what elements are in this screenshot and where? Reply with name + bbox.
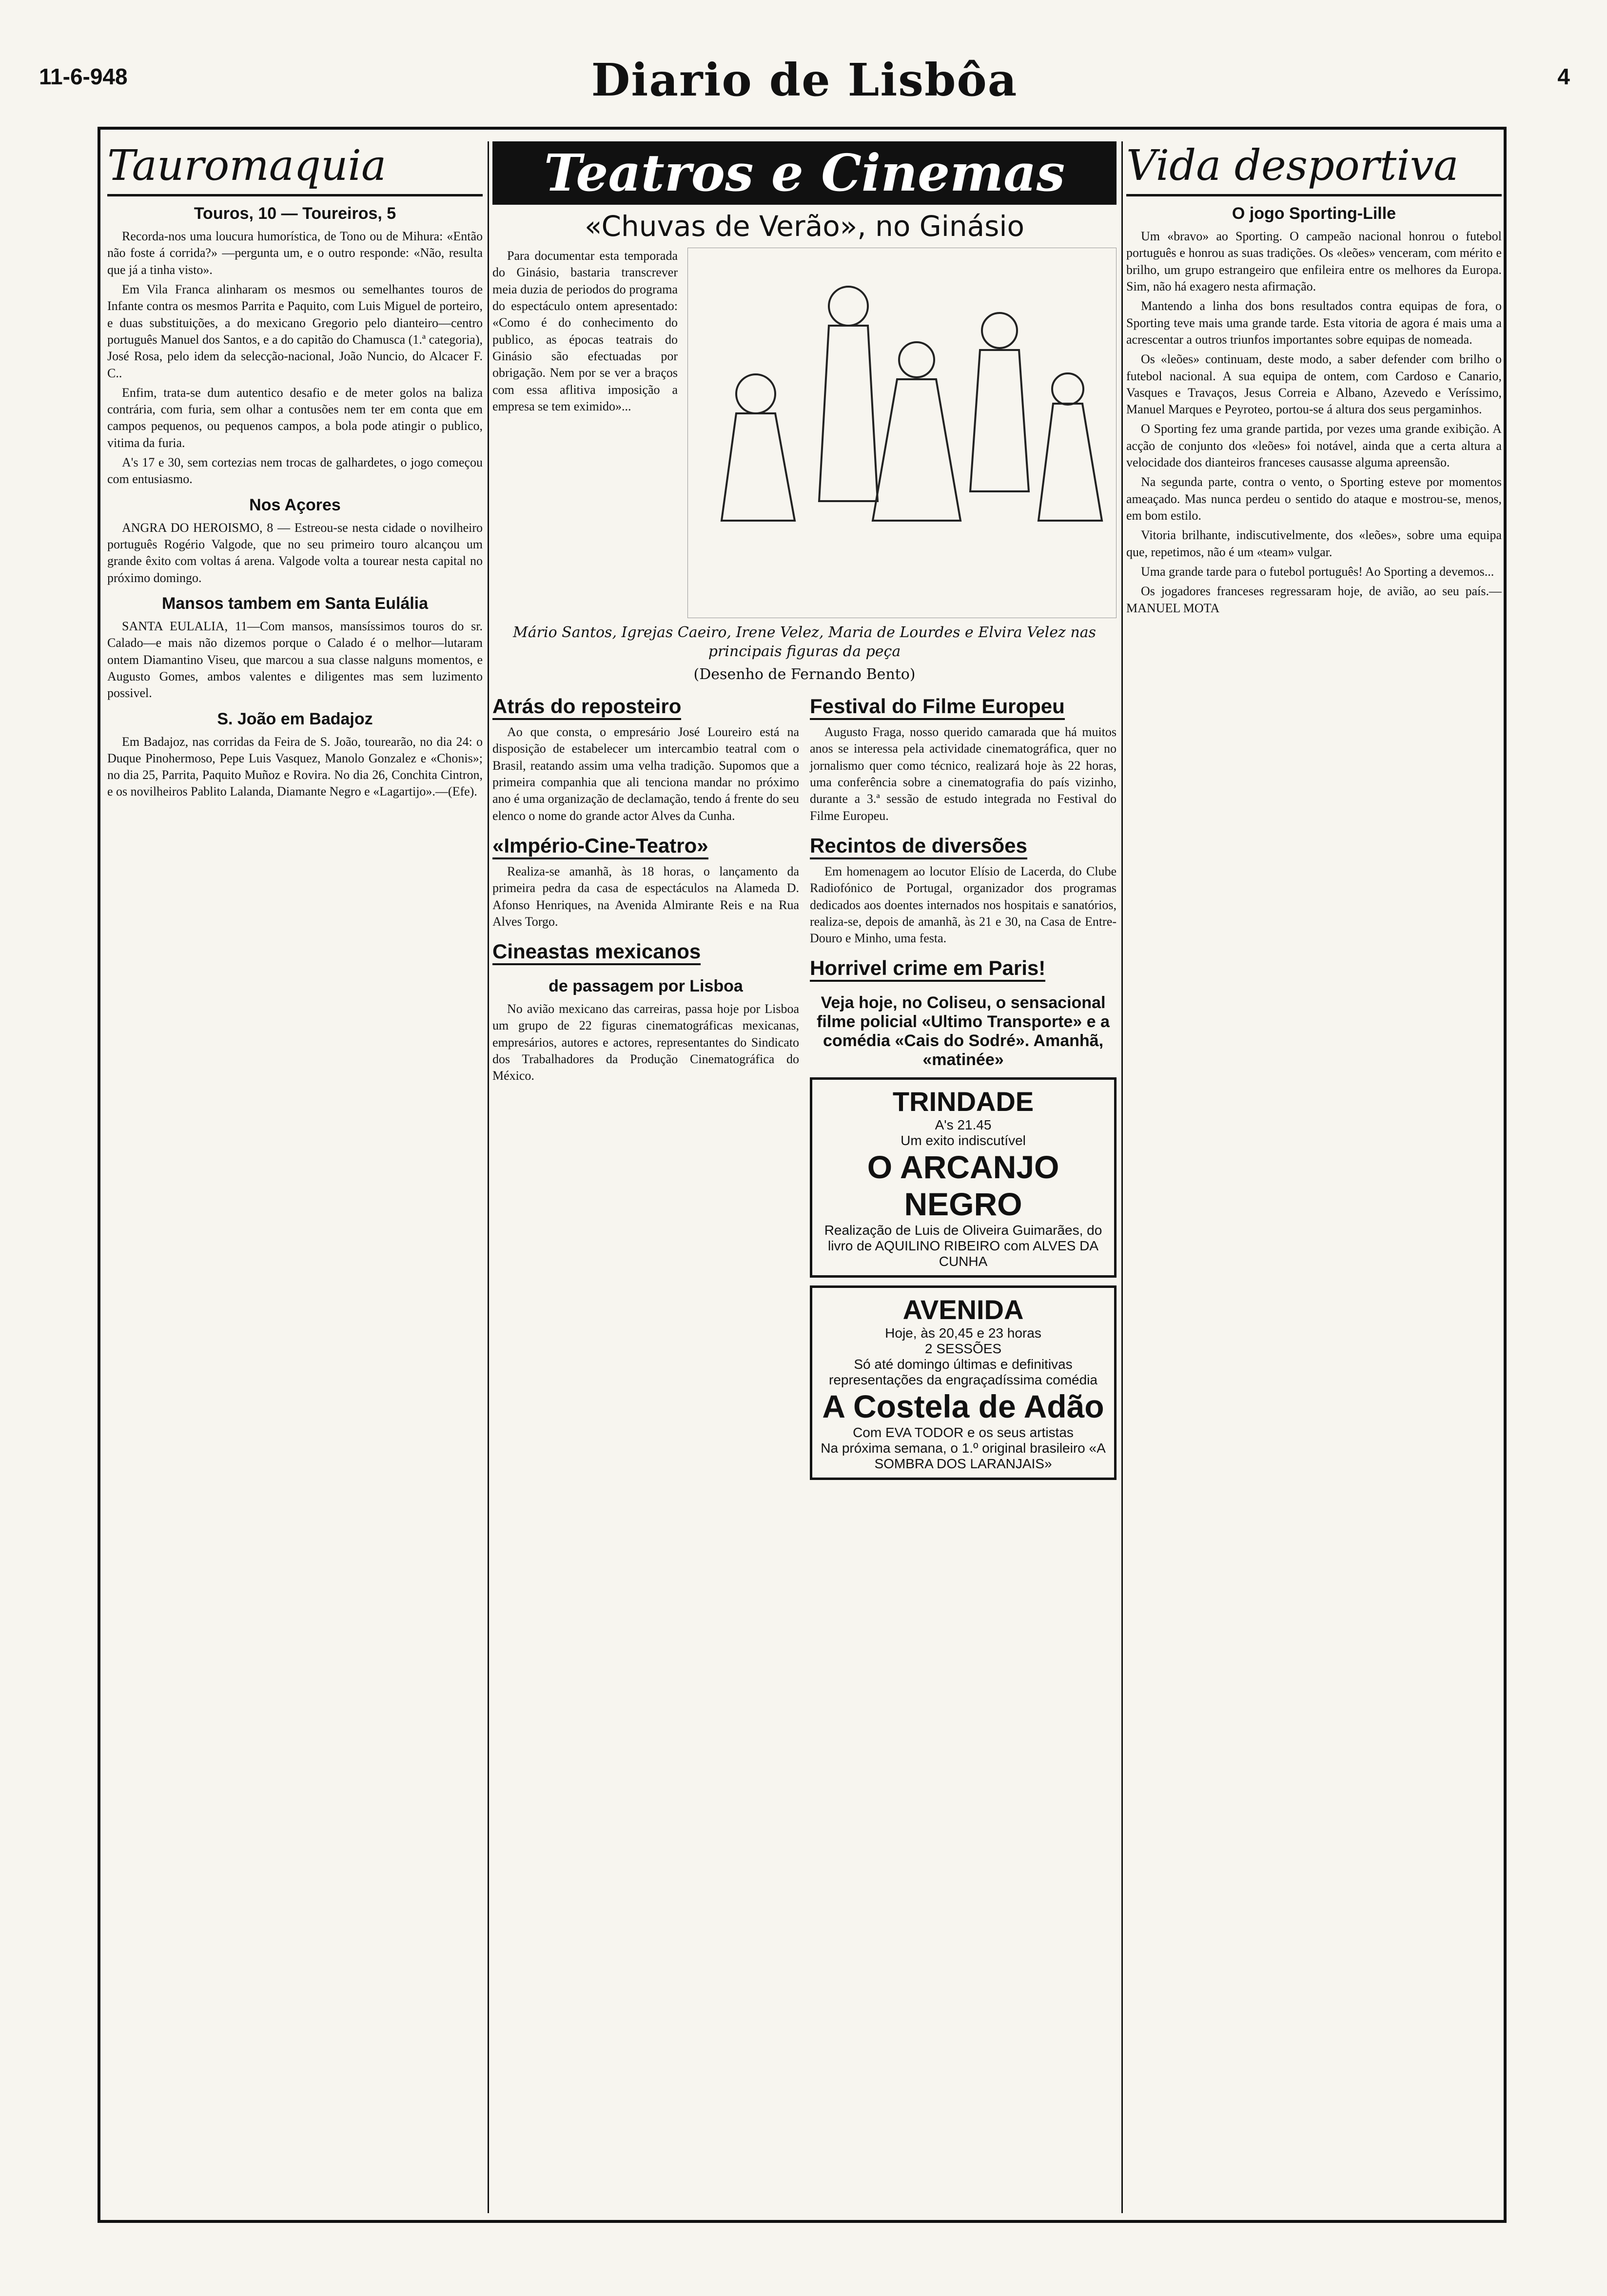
subhead: Horrivel crime em Paris! [810, 956, 1045, 982]
paragraph: Enfim, trata-se dum autentico desafio e de meter golos na baliza contrária, com furia, sem olhar a contusões nem ter em conta que em campos pequenos, ou pequenos campos, a bola pode atingir o publico, vitima da furia. [107, 385, 483, 450]
subcolumn-left [492, 688, 799, 1488]
ad-venue: AVENIDA [902, 1294, 1024, 1325]
paragraph: Ao que consta, o empresário José Loureiro está na disposição de estabelecer um intercambio teatral com o Brasil, reatando assim uma velha tradição. Supomos que a primeira companhia que ali tenciona mandar no próximo ano é uma organização de declamação, tendo á frente do seu elenco o nome do grande actor Alves da Cunha. [492, 725, 799, 823]
paragraph: No avião mexicano das carreiras, passa hoje por Lisboa um grupo de 22 figuras cinematográficas mexicanas, empresários, autores e actores, representantes do Sindicato dos Trabalhadores da Produção Cinematográfica do México. [492, 1002, 799, 1083]
byline: Os jogadores franceses regressaram hoje, de avião, ao seu país.—MANUEL MOTA [1126, 584, 1502, 615]
subhead: Cineastas mexicanos [492, 940, 701, 965]
column-rule [1121, 141, 1123, 2213]
paragraph: Augusto Fraga, nosso querido camarada que há muitos anos se interessa pela actividade cinematográfica, quer no jornalismo quer como técnico, realizará hoje às 22 horas, uma conferência sobre a cinematografia do país vizinho, durante a 3.ª sessão de estudo integrada no Festival do Filme Europeu. [810, 725, 1117, 823]
ad-venue: TRINDADE [892, 1086, 1034, 1117]
masthead [39, 54, 1570, 127]
drawing-illustration [687, 248, 1117, 618]
ad-time: Hoje, às 20,45 e 23 horas [885, 1325, 1041, 1341]
ad-tagline: Um exito indiscutível [901, 1133, 1026, 1148]
article-headline: O jogo Sporting-Lille [1232, 204, 1396, 223]
page-number: 4 [1557, 64, 1570, 89]
issue-date: 11-6-948 [39, 64, 128, 89]
ad-trindade [810, 1077, 1117, 1278]
two-column-body [492, 688, 1117, 1488]
ad-cast: Com EVA TODOR e os seus artistas [853, 1425, 1074, 1440]
ad-time: A's 21.45 [935, 1117, 992, 1133]
paragraph: Em homenagem ao locutor Elísio de Lacerda, do Clube Radiofónico de Portugal, organizador dos programas dedicados aos doentes internados nos hospitais e sanatórios, realiza-se, depois de amanhã, às 21 e 30, na Casa de Entre-Douro e Minho, uma festa. [810, 864, 1117, 946]
subhead: «Império-Cine-Teatro» [492, 834, 708, 859]
paragraph: Recorda-nos uma loucura humorística, de Tono ou de Mihura: «Então não foste á corrida?» —pergunta um, e o outro responde: «Não, resulta que já a tinha visto». [107, 229, 483, 277]
paragraph: Vitoria brilhante, indiscutivelmente, dos «leões», sobre uma equipa que, repetimos, não é um «team» vulgar. [1126, 528, 1502, 559]
ad-film-title: O ARCANJO NEGRO [867, 1149, 1059, 1223]
column-tauromaquia [107, 141, 483, 803]
illustration-credit: (Desenho de Fernando Bento) [693, 666, 916, 683]
paragraph: Um «bravo» ao Sporting. O campeão nacional honrou o futebol português e honrou as suas tradições. Os «leões» venceram, com mérito e brilho, um grupo estrangeiro que enfileira entre os melhores da Europa. Sim, não há exagero nesta afirmação. [1126, 229, 1502, 293]
article-headline: «Chuvas de Verão», no Ginásio [585, 210, 1024, 243]
newspaper-title: Diario de Lisbôa [591, 54, 1018, 106]
paragraph: SANTA EULALIA, 11—Com mansos, mansíssimos touros do sr. Calado—e mais não dizemos porque o Calado é o melhor—lutaram ontem Diamantino Viseu, que marcou a sua classe nalguns momentos, e Augusto Gomes, ambos valentes e diligentes mas sem luzimento possivel. [107, 619, 483, 700]
paragraph: Para documentar esta temporada do Ginásio, bastaria transcrever meia duzia de periodos do programa do espectáculo ontem apresentado: «Como é do conhecimento do publico, as épocas teatrais do Ginásio são efectuadas por obrigação. Nem por se ver a braços com essa aflitiva imposição a empresa se tem eximido»... [492, 249, 678, 413]
ad-credits: Realização de Luis de Oliveira Guimarães, do livro de AQUILINO RIBEIRO com ALVES DA CUNHA [824, 1223, 1102, 1269]
ad-sessions: 2 SESSÕES [924, 1341, 1002, 1357]
section-title: Tauromaquia [107, 141, 483, 196]
column-desportiva [1126, 141, 1502, 620]
illustration-caption: Mário Santos, Igrejas Caeiro, Irene Velez, Maria de Lourdes e Elvira Velez nas principais figuras da peça [513, 624, 1096, 660]
paragraph: Na segunda parte, contra o vento, o Sporting esteve por momentos ameaçado. Mas nunca perdeu o sentido do ataque e mostrou-se, menos, em bom estilo. [1126, 475, 1502, 523]
section-banner: Teatros e Cinemas [492, 141, 1117, 205]
subhead-secondary: de passagem por Lisboa [549, 977, 743, 996]
paragraph: Em Badajoz, nas corridas da Feira de S. João, tourearão, no dia 24: o Duque Pinohermoso, Pepe Luis Vasquez, Manolo Gonzalez e «Chonis»; no dia 25, Parrita, Paquito Muñoz e Rovira. No dia 26, Conchita Cintron, e os novilheiros Pablito Lalanda, Diamante Negro e «Lagartijo».—(Efe). [107, 734, 483, 799]
article-headline: Touros, 10 — Toureiros, 5 [194, 204, 396, 223]
subhead: Nos Açores [249, 495, 341, 514]
paragraph: O Sporting fez uma grande partida, por vezes uma grande exibição. A acção de conjunto dos «leões» foi notável, ainda que a certa altura a velocidade dos dianteiros franceses causasse alguma apreensão. [1126, 422, 1502, 470]
subhead: S. João em Badajoz [217, 709, 373, 728]
paragraph: ANGRA DO HEROISMO, 8 — Estreou-se nesta cidade o novilheiro português Rogério Valgode, que no seu primeiro touro alcançou um grande êxito com voltas á arena. Valgode volta a tourear nesta capital no próximo domingo. [107, 520, 483, 585]
column-rule [488, 141, 489, 2213]
ad-avenida [810, 1285, 1117, 1480]
ad-note: Só até domingo últimas e definitivas representações da engraçadíssima comédia [829, 1357, 1097, 1388]
column-teatros [492, 141, 1117, 1488]
paragraph: Em Vila Franca alinharam os mesmos ou semelhantes touros de Infante contra os mesmos Parrita e Paquito, com Luis Miguel de porteiro, e duas substituições, a do mexicano Gregorio pelo dianteiro—centro português Manuel dos Santos, e a do capitão do Chamusca (1.ª categoria), José Rosa, pelo idem da selecção-nacional, João Nuncio, do Alcacer F. C.. [107, 282, 483, 380]
section-title: Vida desportiva [1126, 141, 1502, 196]
paragraph: Mantendo a linha dos bons resultados contra equipas de fora, o Sporting teve mais uma grande tarde. Esta vitoria de agora é mais uma a acrescentar a outros triunfos importantes sobre equipas de nomeada. [1126, 299, 1502, 347]
subhead: Festival do Filme Europeu [810, 695, 1065, 720]
paragraph: Os «leões» continuam, deste modo, a saber defender com brilho o futebol nacional. A sua equipa de ontem, com Cardoso e Canario, Vasques e Travaços, Jesus Correia e Albano, Azevedo e Veríssimo, Manuel Marques e Peyroteo, portou-se á altura dos seus pergaminhos. [1126, 352, 1502, 417]
ad-next: Na próxima semana, o 1.º original brasileiro «A SOMBRA DOS LARANJAIS» [821, 1440, 1106, 1472]
subhead: Atrás do reposteiro [492, 695, 681, 720]
paragraph: Uma grande tarde para o futebol português! Ao Sporting a devemos... [1141, 564, 1494, 579]
paragraph: Realiza-se amanhã, às 18 horas, o lançamento da primeira pedra da casa de espectáculos na Alameda D. Afonso Henriques, na Avenida Almirante Reis e na Rua Alves Torgo. [492, 864, 799, 929]
subhead-secondary: Veja hoje, no Coliseu, o sensacional filme policial «Ultimo Transporte» e a comédia «Cais do Sodré». Amanhã, «matinée» [817, 993, 1110, 1070]
paragraph: A's 17 e 30, sem cortezias nem trocas de galhardetes, o jogo começou com entusiasmo. [107, 455, 483, 486]
subhead: Recintos de diversões [810, 834, 1027, 859]
subhead: Mansos tambem em Santa Eulália [161, 594, 429, 613]
ad-play-title: A Costela de Adão [822, 1388, 1104, 1425]
subcolumn-right [810, 688, 1117, 1488]
